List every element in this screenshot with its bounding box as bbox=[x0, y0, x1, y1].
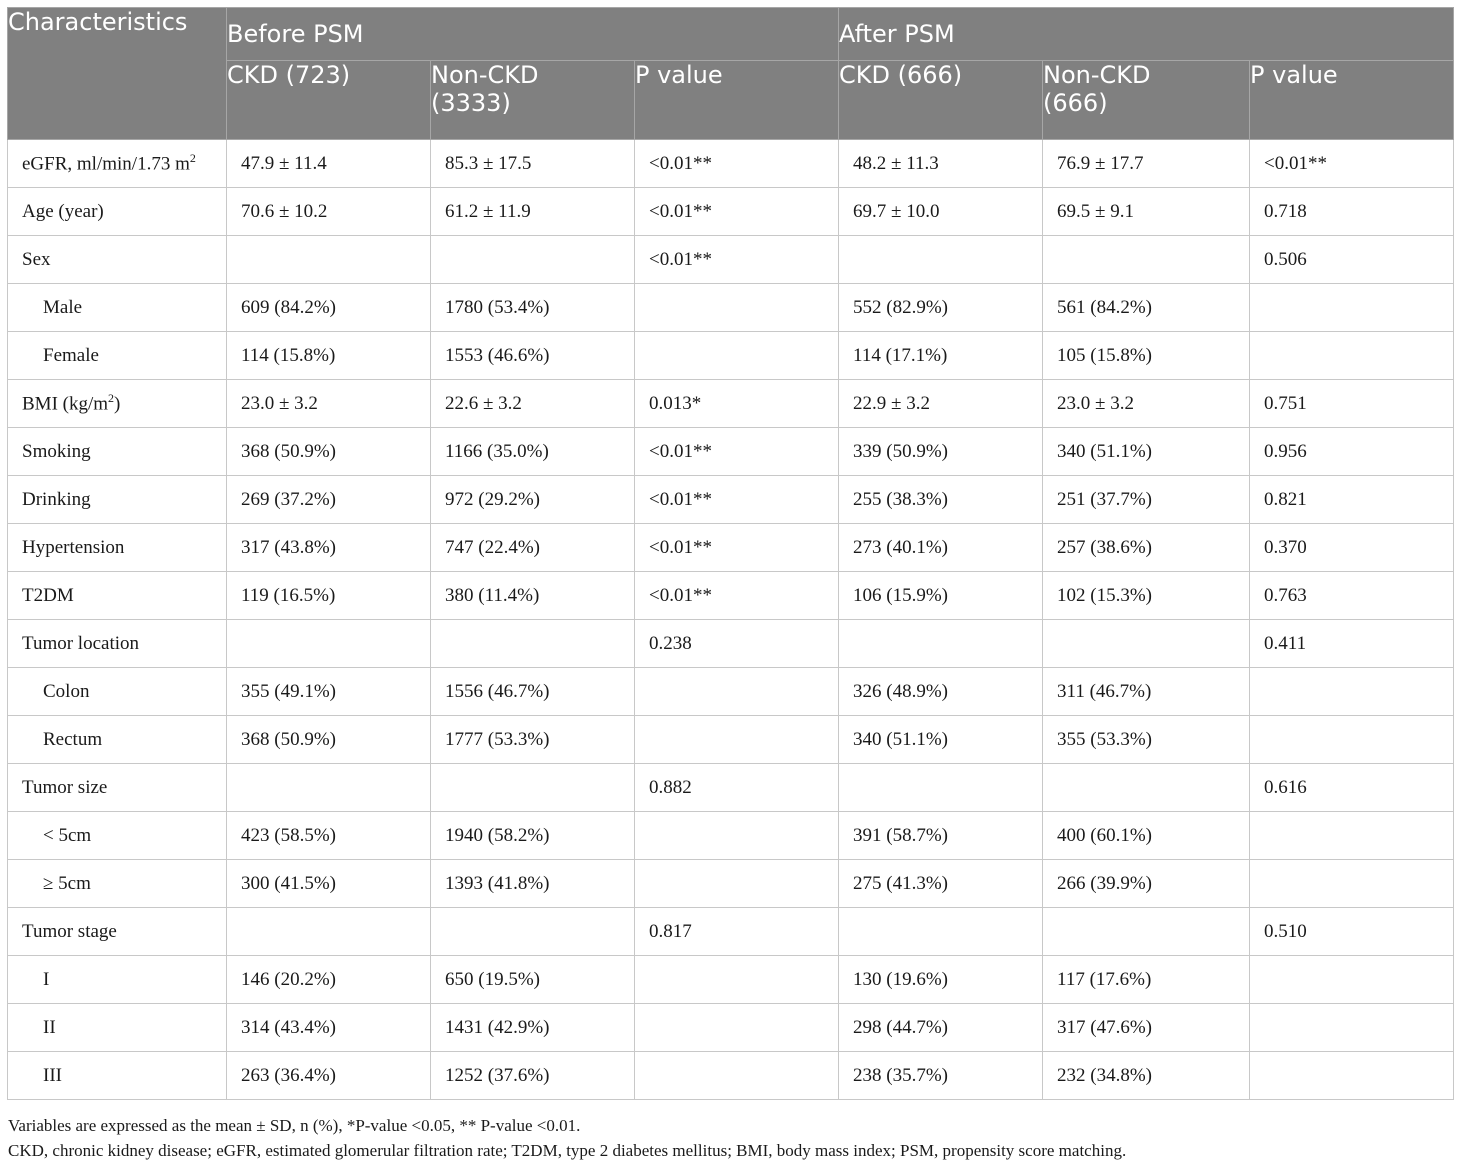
after-pvalue-cell: 0.411 bbox=[1250, 620, 1454, 668]
before-pvalue-header: P value bbox=[635, 61, 839, 140]
after-nonckd-cell bbox=[1043, 236, 1250, 284]
row-label: Age (year) bbox=[8, 188, 227, 236]
before-nonckd-cell bbox=[431, 620, 635, 668]
after-nonckd-cell: 355 (53.3%) bbox=[1043, 716, 1250, 764]
before-pvalue-cell: <0.01** bbox=[635, 428, 839, 476]
row-label-suffix: ) bbox=[114, 393, 121, 415]
row-label: Smoking bbox=[8, 428, 227, 476]
before-nonckd-cell: 1556 (46.7%) bbox=[431, 668, 635, 716]
row-label: Male bbox=[8, 284, 227, 332]
before-nonckd-cell: 380 (11.4%) bbox=[431, 572, 635, 620]
table-row bbox=[8, 812, 1454, 860]
after-pvalue-cell: <0.01** bbox=[1250, 140, 1454, 188]
after-nonckd-cell: 257 (38.6%) bbox=[1043, 524, 1250, 572]
before-nonckd-header-line2: (3333) bbox=[431, 89, 511, 117]
before-nonckd-cell bbox=[431, 908, 635, 956]
after-nonckd-header bbox=[1043, 61, 1250, 140]
table-row bbox=[8, 140, 1454, 188]
after-pvalue-cell: 0.751 bbox=[1250, 380, 1454, 428]
table-row bbox=[8, 956, 1454, 1004]
after-pvalue-header: P value bbox=[1250, 61, 1454, 140]
row-label-text: eGFR, ml/min/1.73 m bbox=[22, 153, 190, 175]
after-ckd-cell: 275 (41.3%) bbox=[839, 860, 1043, 908]
after-ckd-cell: 114 (17.1%) bbox=[839, 332, 1043, 380]
row-label: II bbox=[8, 1004, 227, 1052]
before-ckd-cell: 70.6 ± 10.2 bbox=[227, 188, 431, 236]
before-pvalue-cell: 0.238 bbox=[635, 620, 839, 668]
before-ckd-cell: 368 (50.9%) bbox=[227, 716, 431, 764]
after-ckd-cell: 238 (35.7%) bbox=[839, 1052, 1043, 1100]
table-row bbox=[8, 668, 1454, 716]
after-nonckd-cell: 76.9 ± 17.7 bbox=[1043, 140, 1250, 188]
before-nonckd-cell: 1780 (53.4%) bbox=[431, 284, 635, 332]
before-pvalue-cell: <0.01** bbox=[635, 476, 839, 524]
after-nonckd-cell: 266 (39.9%) bbox=[1043, 860, 1250, 908]
before-pvalue-cell: 0.882 bbox=[635, 764, 839, 812]
before-psm-header: Before PSM bbox=[227, 8, 839, 61]
before-pvalue-cell bbox=[635, 284, 839, 332]
row-label: Sex bbox=[8, 236, 227, 284]
footnote-abbreviations-values: Variables are expressed as the mean ± SD, n (%), *P-value <0.05, ** P-value <0.01. bbox=[8, 1116, 581, 1135]
after-ckd-cell: 22.9 ± 3.2 bbox=[839, 380, 1043, 428]
after-nonckd-cell: 23.0 ± 3.2 bbox=[1043, 380, 1250, 428]
row-label-superscript: 2 bbox=[189, 151, 196, 166]
after-pvalue-cell bbox=[1250, 716, 1454, 764]
after-ckd-cell: 298 (44.7%) bbox=[839, 1004, 1043, 1052]
row-label: Tumor stage bbox=[8, 908, 227, 956]
footnote-abbreviations: CKD, chronic kidney disease; eGFR, estimated glomerular filtration rate; T2DM, type 2 diabetes mellitus; BMI, body mass index; PSM, propensity score matching. bbox=[8, 1141, 1127, 1160]
table-row bbox=[8, 860, 1454, 908]
table-row bbox=[8, 572, 1454, 620]
after-pvalue-cell: 0.506 bbox=[1250, 236, 1454, 284]
after-nonckd-cell: 232 (34.8%) bbox=[1043, 1052, 1250, 1100]
before-ckd-header: CKD (723) bbox=[227, 61, 431, 140]
before-pvalue-cell bbox=[635, 1052, 839, 1100]
after-pvalue-cell bbox=[1250, 860, 1454, 908]
before-nonckd-cell: 1777 (53.3%) bbox=[431, 716, 635, 764]
after-nonckd-cell: 105 (15.8%) bbox=[1043, 332, 1250, 380]
after-nonckd-cell: 317 (47.6%) bbox=[1043, 1004, 1250, 1052]
after-pvalue-cell: 0.763 bbox=[1250, 572, 1454, 620]
before-pvalue-cell: 0.817 bbox=[635, 908, 839, 956]
before-ckd-cell: 355 (49.1%) bbox=[227, 668, 431, 716]
before-ckd-cell bbox=[227, 236, 431, 284]
row-label: Tumor size bbox=[8, 764, 227, 812]
after-nonckd-cell: 311 (46.7%) bbox=[1043, 668, 1250, 716]
after-ckd-cell: 552 (82.9%) bbox=[839, 284, 1043, 332]
after-nonckd-cell bbox=[1043, 764, 1250, 812]
before-nonckd-cell: 747 (22.4%) bbox=[431, 524, 635, 572]
table-row bbox=[8, 716, 1454, 764]
table-row bbox=[8, 1052, 1454, 1100]
after-pvalue-cell bbox=[1250, 1004, 1454, 1052]
row-label: Tumor location bbox=[8, 620, 227, 668]
before-ckd-cell: 146 (20.2%) bbox=[227, 956, 431, 1004]
after-pvalue-cell bbox=[1250, 668, 1454, 716]
table-row bbox=[8, 524, 1454, 572]
before-pvalue-cell: <0.01** bbox=[635, 236, 839, 284]
table-row bbox=[8, 332, 1454, 380]
after-ckd-cell: 130 (19.6%) bbox=[839, 956, 1043, 1004]
before-ckd-cell bbox=[227, 620, 431, 668]
before-ckd-cell: 368 (50.9%) bbox=[227, 428, 431, 476]
table-row bbox=[8, 284, 1454, 332]
before-pvalue-cell bbox=[635, 860, 839, 908]
before-nonckd-cell bbox=[431, 236, 635, 284]
before-ckd-cell: 300 (41.5%) bbox=[227, 860, 431, 908]
after-ckd-header: CKD (666) bbox=[839, 61, 1043, 140]
before-ckd-cell: 423 (58.5%) bbox=[227, 812, 431, 860]
before-nonckd-cell: 1431 (42.9%) bbox=[431, 1004, 635, 1052]
after-ckd-cell bbox=[839, 764, 1043, 812]
table-row bbox=[8, 428, 1454, 476]
after-ckd-cell bbox=[839, 908, 1043, 956]
row-label: Rectum bbox=[8, 716, 227, 764]
before-nonckd-header-line1: Non-CKD bbox=[431, 61, 539, 89]
table-row bbox=[8, 764, 1454, 812]
after-ckd-cell: 339 (50.9%) bbox=[839, 428, 1043, 476]
after-nonckd-cell: 69.5 ± 9.1 bbox=[1043, 188, 1250, 236]
after-nonckd-cell: 251 (37.7%) bbox=[1043, 476, 1250, 524]
before-nonckd-header bbox=[431, 61, 635, 140]
row-label: Colon bbox=[8, 668, 227, 716]
before-pvalue-cell bbox=[635, 1004, 839, 1052]
after-ckd-cell: 69.7 ± 10.0 bbox=[839, 188, 1043, 236]
after-nonckd-cell: 102 (15.3%) bbox=[1043, 572, 1250, 620]
after-pvalue-cell bbox=[1250, 332, 1454, 380]
after-pvalue-cell bbox=[1250, 812, 1454, 860]
after-ckd-cell: 48.2 ± 11.3 bbox=[839, 140, 1043, 188]
after-pvalue-cell: 0.956 bbox=[1250, 428, 1454, 476]
before-nonckd-cell: 1252 (37.6%) bbox=[431, 1052, 635, 1100]
before-pvalue-cell bbox=[635, 956, 839, 1004]
before-pvalue-cell bbox=[635, 668, 839, 716]
before-pvalue-cell bbox=[635, 716, 839, 764]
after-ckd-cell bbox=[839, 236, 1043, 284]
before-ckd-cell: 314 (43.4%) bbox=[227, 1004, 431, 1052]
row-label: Hypertension bbox=[8, 524, 227, 572]
after-nonckd-header-line2: (666) bbox=[1043, 89, 1108, 117]
row-label: < 5cm bbox=[8, 812, 227, 860]
before-ckd-cell: 269 (37.2%) bbox=[227, 476, 431, 524]
table-row bbox=[8, 236, 1454, 284]
after-pvalue-cell: 0.821 bbox=[1250, 476, 1454, 524]
after-ckd-cell: 391 (58.7%) bbox=[839, 812, 1043, 860]
after-nonckd-cell: 117 (17.6%) bbox=[1043, 956, 1250, 1004]
before-nonckd-cell: 972 (29.2%) bbox=[431, 476, 635, 524]
before-ckd-cell: 47.9 ± 11.4 bbox=[227, 140, 431, 188]
before-ckd-cell: 114 (15.8%) bbox=[227, 332, 431, 380]
before-ckd-cell: 317 (43.8%) bbox=[227, 524, 431, 572]
header-group-row bbox=[8, 8, 1454, 61]
before-nonckd-cell: 1553 (46.6%) bbox=[431, 332, 635, 380]
after-ckd-cell: 255 (38.3%) bbox=[839, 476, 1043, 524]
after-pvalue-cell bbox=[1250, 956, 1454, 1004]
after-nonckd-cell bbox=[1043, 908, 1250, 956]
characteristics-table bbox=[7, 7, 1454, 1100]
after-psm-header: After PSM bbox=[839, 8, 1454, 61]
before-nonckd-cell: 85.3 ± 17.5 bbox=[431, 140, 635, 188]
before-pvalue-cell: <0.01** bbox=[635, 140, 839, 188]
after-pvalue-cell: 0.510 bbox=[1250, 908, 1454, 956]
before-ckd-cell: 119 (16.5%) bbox=[227, 572, 431, 620]
row-label: Drinking bbox=[8, 476, 227, 524]
table-row bbox=[8, 476, 1454, 524]
after-ckd-cell bbox=[839, 620, 1043, 668]
row-label bbox=[8, 380, 227, 428]
before-nonckd-cell bbox=[431, 764, 635, 812]
before-nonckd-cell: 1166 (35.0%) bbox=[431, 428, 635, 476]
after-nonckd-header-line1: Non-CKD bbox=[1043, 61, 1151, 89]
before-pvalue-cell: 0.013* bbox=[635, 380, 839, 428]
before-pvalue-cell: <0.01** bbox=[635, 188, 839, 236]
before-nonckd-cell: 1940 (58.2%) bbox=[431, 812, 635, 860]
after-nonckd-cell: 400 (60.1%) bbox=[1043, 812, 1250, 860]
before-nonckd-cell: 22.6 ± 3.2 bbox=[431, 380, 635, 428]
after-pvalue-cell: 0.370 bbox=[1250, 524, 1454, 572]
row-label: III bbox=[8, 1052, 227, 1100]
table-row bbox=[8, 908, 1454, 956]
row-label: ≥ 5cm bbox=[8, 860, 227, 908]
before-pvalue-cell: <0.01** bbox=[635, 572, 839, 620]
before-ckd-cell bbox=[227, 764, 431, 812]
after-pvalue-cell: 0.616 bbox=[1250, 764, 1454, 812]
after-nonckd-cell: 561 (84.2%) bbox=[1043, 284, 1250, 332]
after-ckd-cell: 340 (51.1%) bbox=[839, 716, 1043, 764]
before-nonckd-cell: 650 (19.5%) bbox=[431, 956, 635, 1004]
before-pvalue-cell bbox=[635, 332, 839, 380]
characteristics-header: Characteristics bbox=[8, 8, 227, 140]
before-ckd-cell: 609 (84.2%) bbox=[227, 284, 431, 332]
before-ckd-cell: 23.0 ± 3.2 bbox=[227, 380, 431, 428]
after-nonckd-cell bbox=[1043, 620, 1250, 668]
table-row bbox=[8, 380, 1454, 428]
before-ckd-cell: 263 (36.4%) bbox=[227, 1052, 431, 1100]
table-row bbox=[8, 188, 1454, 236]
table-row bbox=[8, 620, 1454, 668]
row-label: I bbox=[8, 956, 227, 1004]
row-label: T2DM bbox=[8, 572, 227, 620]
after-pvalue-cell bbox=[1250, 284, 1454, 332]
row-label bbox=[8, 140, 227, 188]
before-pvalue-cell: <0.01** bbox=[635, 524, 839, 572]
row-label-superscript: 2 bbox=[108, 391, 115, 406]
before-ckd-cell bbox=[227, 908, 431, 956]
after-pvalue-cell: 0.718 bbox=[1250, 188, 1454, 236]
row-label: Female bbox=[8, 332, 227, 380]
before-pvalue-cell bbox=[635, 812, 839, 860]
after-pvalue-cell bbox=[1250, 1052, 1454, 1100]
before-nonckd-cell: 61.2 ± 11.9 bbox=[431, 188, 635, 236]
table-row bbox=[8, 1004, 1454, 1052]
after-ckd-cell: 273 (40.1%) bbox=[839, 524, 1043, 572]
after-ckd-cell: 106 (15.9%) bbox=[839, 572, 1043, 620]
before-nonckd-cell: 1393 (41.8%) bbox=[431, 860, 635, 908]
after-nonckd-cell: 340 (51.1%) bbox=[1043, 428, 1250, 476]
row-label-text: BMI (kg/m bbox=[22, 393, 109, 415]
after-ckd-cell: 326 (48.9%) bbox=[839, 668, 1043, 716]
